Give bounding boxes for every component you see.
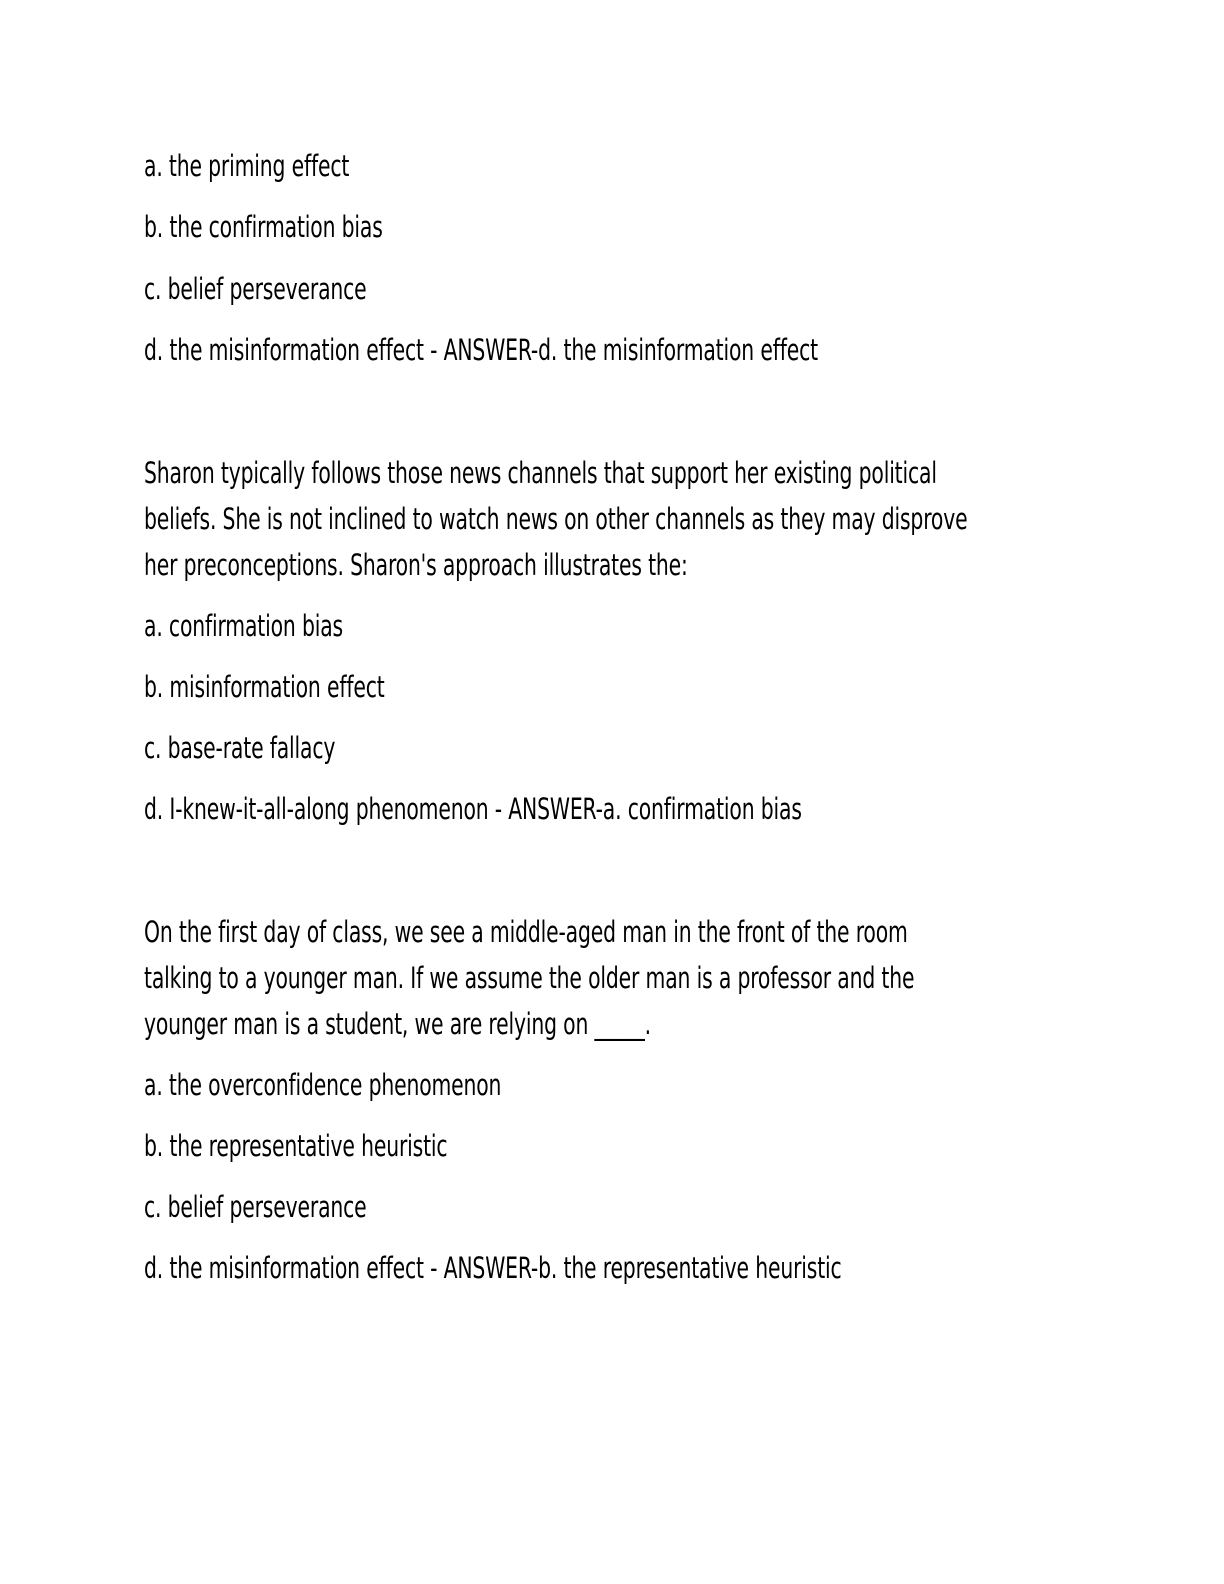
question-stem-line: younger man is a student, we are relying on _____. xyxy=(144,1007,651,1041)
option-a: a. the overconfidence phenomenon xyxy=(144,1068,502,1102)
option-b: b. the representative heuristic xyxy=(144,1129,448,1163)
question-stem-line: her preconceptions. Sharon's approach illustrates the: xyxy=(144,548,688,582)
option-a: a. confirmation bias xyxy=(144,609,343,643)
option-d-with-answer: d. I-knew-it-all-along phenomenon - ANSWER-a. confirmation bias xyxy=(144,792,802,826)
option-b: b. the confirmation bias xyxy=(144,210,383,244)
question-stem-line: Sharon typically follows those news channels that support her existing political xyxy=(144,456,937,490)
question-stem-line: On the first day of class, we see a middle-aged man in the front of the room xyxy=(144,915,908,949)
option-c: c. belief perseverance xyxy=(144,1190,367,1224)
question-stem-line: beliefs. She is not inclined to watch news on other channels as they may disprove xyxy=(144,502,968,536)
option-d-with-answer: d. the misinformation effect - ANSWER-d. the misinformation effect xyxy=(144,333,818,367)
question-stem-line: talking to a younger man. If we assume the older man is a professor and the xyxy=(144,961,915,995)
option-c: c. belief perseverance xyxy=(144,272,367,306)
option-c: c. base-rate fallacy xyxy=(144,731,336,765)
option-d-with-answer: d. the misinformation effect - ANSWER-b. the representative heuristic xyxy=(144,1251,842,1285)
option-a: a. the priming effect xyxy=(144,149,350,183)
option-b: b. misinformation effect xyxy=(144,670,385,704)
